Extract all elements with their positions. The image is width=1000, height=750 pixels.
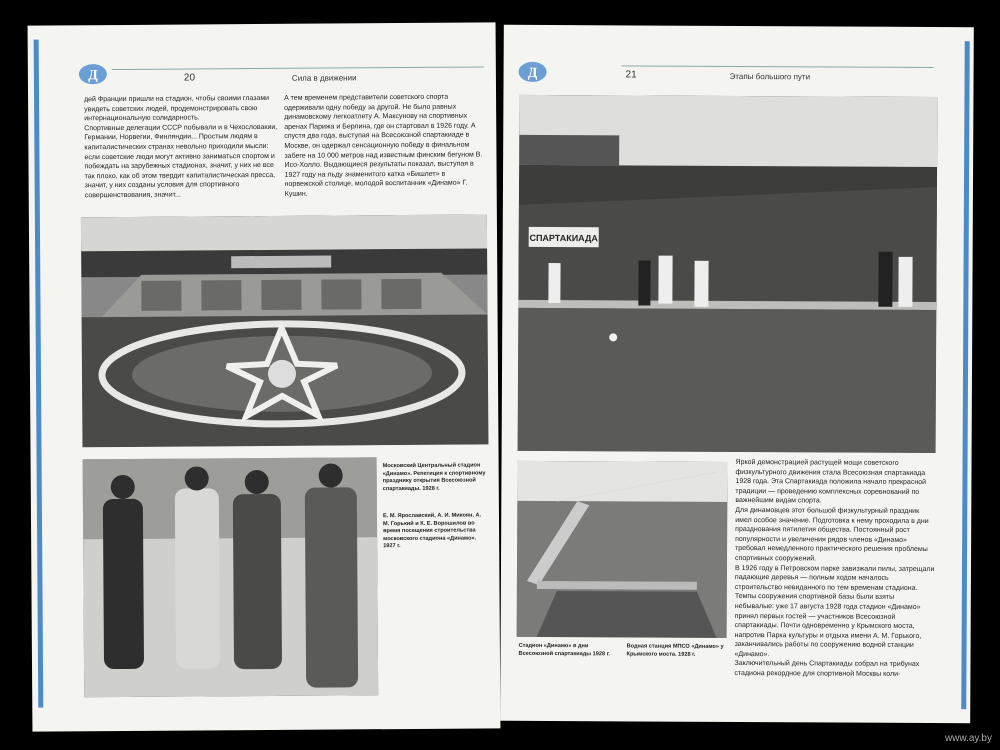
- caption-leaders: Е. М. Ярославский, А. И. Микоян, А. М. Горький и К. Е. Ворошилов во время посещения строительства московского стадиона «Динамо». 1927 г.: [382, 512, 482, 550]
- caption-water-station: Водная станция МПСО «Динамо» у Крымского моста. 1928 г.: [626, 643, 724, 658]
- spartakiad-match-photo: [518, 95, 938, 453]
- left-page: [28, 22, 501, 731]
- dynamo-logo-icon: [518, 61, 548, 83]
- text-column-2: А тем временем представители советского спорта одерживали одну победу за другой. Не было равных динамовскому легкоатлету А. Максунову на спортивных аренах Парижа и Берлина, где он стартовал в 1926 году. А спустя два года, выступая на Всесоюзной спартакиаде в Москве, он одержал сенсационную победу в финальном забеге на 10 000 метров над известным финским бегуном В. Исо-Холло. Выдающиеся результаты показал, выступая в 1927 году на льду знаменитого катка «Бишлет» в норвежской столице, молодой воспитанник «Динамо» Г. Кушин.: [284, 93, 483, 198]
- left-blue-strip: [34, 40, 44, 708]
- svg-text:Д: Д: [88, 68, 98, 84]
- stadium-rehearsal-photo: [81, 214, 489, 447]
- stadium-banner: СПАРТАКИАДА: [529, 232, 598, 244]
- watermark: www.ay.by: [944, 733, 992, 744]
- caption-stadium: Московский Центральный стадион «Динамо». Репетиция к спортивному празднику открытия Всесоюзной спартакиады. 1928 г.: [382, 462, 486, 492]
- svg-text:Д: Д: [527, 65, 538, 81]
- leaders-visit-photo: [83, 457, 379, 697]
- dynamo-logo-icon: [78, 63, 108, 85]
- running-head: Этапы большого пути: [729, 71, 811, 82]
- text-column-1: дей Франции пришли на стадион, чтобы своими глазами увидеть советских людей, продемонстрировать свою интернациональную солидарность. Спортивные делегации СССР побывали и в Чехословакии, Германии, Норвегии, Финляндии... Простым людям в капиталистических странах невольно приходили мысли: если советские люди могут активно заниматься спортом и побеждать на зарубежных стадионах, значит, у них не все так плохо, как об этом твердит капиталистическая пресса, значит, у них созданы условия для спортивного совершенствования, значит...: [84, 94, 278, 200]
- right-blue-strip: [961, 41, 969, 709]
- header-rule: [622, 65, 934, 68]
- text-column-right: Яркой демонстрацией растущей мощи советского физкультурного движения стала Всесоюзная спартакиада 1928 года. Эта Спартакиада положила начало прекрасной традиции — проведению комплексных соревнований по важнейшим видам спорта. Для динамовцев этот большой физкультурный праздник имел особое значение. Подготовка к нему проходила в дни празднования пятилетия общества. Постоянный рост популярности и увеличения рядов членов «Динамо» требовал немедленного практического решения проблемы спортивных сооружений. В 1926 году в Петровском парке завизжали пилы, затрещали падающие деревья — полным ходом началось строительство невиданного по тем временам стадиона. Темпы сооружения спортивной базы были взяты небывалые: уже 17 августа 1928 года стадион «Динамо» принял первых гостей — участников Всесоюзной спартакиады. Почти одновременно у Крымского моста, напротив Парка культуры и отдыха имени А. М. Горького, заканчивались работы по сооружению водной станции «Динамо». Заключительный день Спартакиады собрал на трибунах стадиона рекордное для спортивной Москвы коли-: [734, 458, 935, 678]
- water-station-photo: [517, 461, 728, 638]
- caption-stadium-days: Стадион «Динамо» в дни Всесоюзной спартакиады 1928 г.: [518, 642, 610, 657]
- page-number: 20: [183, 72, 196, 84]
- header-rule: [112, 66, 484, 70]
- right-page: [500, 25, 974, 723]
- page-number: 21: [625, 69, 637, 81]
- running-head: Сила в движении: [291, 73, 357, 83]
